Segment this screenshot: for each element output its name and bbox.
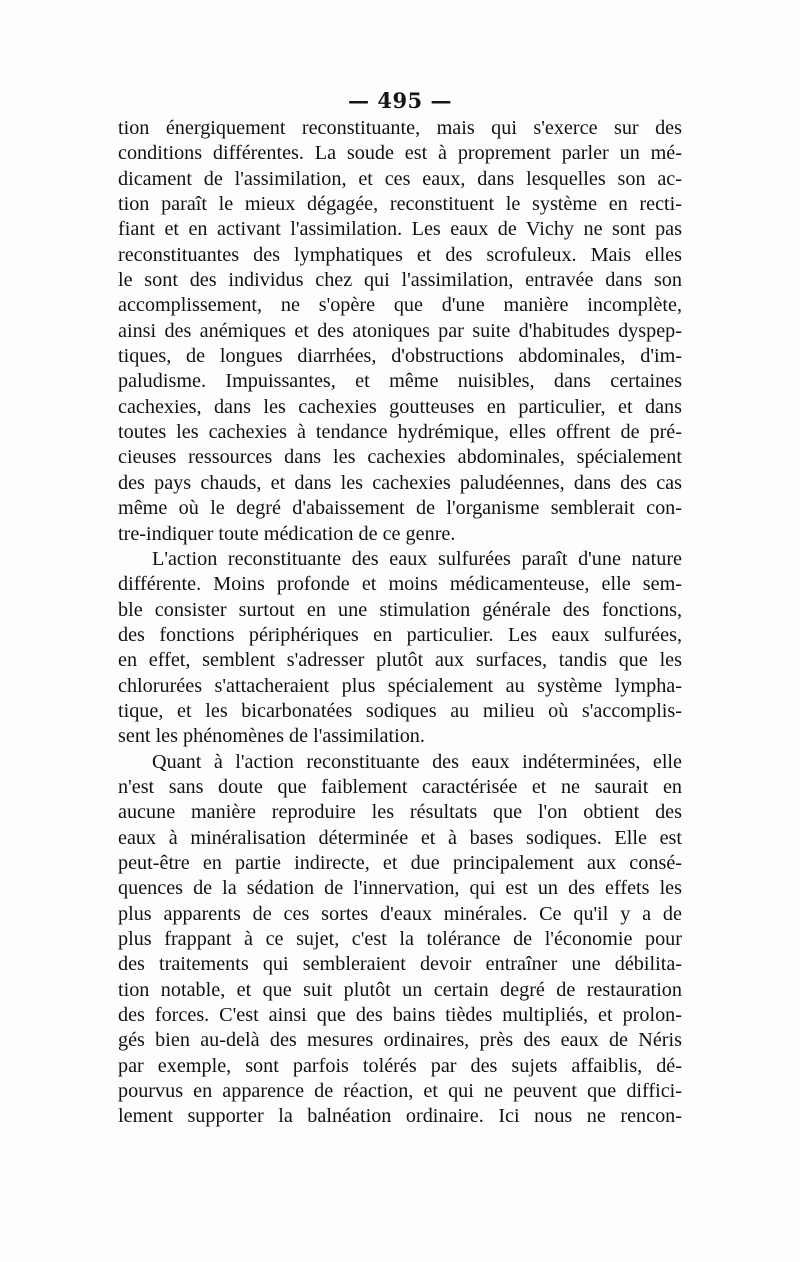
text-line: même où le degré d'abaissement de l'organisme semblerait con-: [118, 497, 682, 520]
page-number-header: — 495 —: [348, 88, 452, 113]
text-line: en effet, semblent s'adresser plutôt aux surfaces, tandis que les: [118, 649, 682, 672]
text-line: des pays chauds, et dans les cachexies paludéennes, dans des cas: [118, 471, 682, 494]
text-line: tion énergiquement reconstituante, mais qui s'exerce sur des: [118, 117, 682, 139]
text-line: ble consister surtout en une stimulation générale des fonctions,: [118, 598, 682, 621]
text-line: le sont des individus chez qui l'assimilation, entravée dans son: [118, 269, 682, 292]
text-line: ainsi des anémiques et des atoniques par suite d'habitudes dyspep-: [118, 319, 682, 342]
text-line: L'action reconstituante des eaux sulfurées paraît d'une nature: [152, 547, 682, 570]
text-line: reconstituantes des lymphatiques et des scrofuleux. Mais elles: [118, 243, 682, 266]
text-line: des fonctions périphériques en particulier. Les eaux sulfurées,: [118, 623, 682, 646]
text-line: plus apparents de ces sortes d'eaux minérales. Ce qu'il y a de: [118, 902, 682, 925]
text-line: chlorurées s'attacheraient plus spécialement au système lympha-: [118, 674, 682, 697]
text-line: fiant et en activant l'assimilation. Les eaux de Vichy ne sont pas: [118, 218, 682, 241]
text-line: eaux à minéralisation déterminée et à bases sodiques. Elle est: [118, 826, 682, 849]
text-line: aucune manière reproduire les résultats que l'on obtient des: [118, 801, 682, 824]
text-line: différente. Moins profonde et moins médicamenteuse, elle sem-: [118, 573, 682, 596]
text-line: n'est sans doute que faiblement caractérisée et ne saurait en: [118, 775, 682, 798]
text-line: tion paraît le mieux dégagée, reconstituent le système en recti-: [118, 193, 682, 216]
text-line: tique, et les bicarbonatées sodiques au milieu où s'accomplis-: [118, 699, 682, 722]
text-line: quences de la sédation de l'innervation, qui est un des effets les: [118, 877, 682, 900]
text-line: des forces. C'est ainsi que des bains tièdes multipliés, et prolon-: [118, 1004, 682, 1027]
body-text: [118, 116, 682, 1130]
text-line: lement supporter la balnéation ordinaire. Ici nous ne rencon-: [118, 1105, 682, 1128]
text-line: peut-être en partie indirecte, et due principalement aux consé-: [118, 851, 682, 874]
text-line: Quant à l'action reconstituante des eaux indéterminées, elle: [152, 750, 682, 773]
text-line: sent les phénomènes de l'assimilation.: [118, 725, 425, 748]
text-line: par exemple, sont parfois tolérés par des sujets affaiblis, dé-: [118, 1054, 682, 1077]
text-line: tre-indiquer toute médication de ce genre.: [118, 522, 456, 545]
text-line: des traitements qui sembleraient devoir entraîner une débilita-: [118, 953, 682, 976]
text-line: dicament de l'assimilation, et ces eaux, dans lesquelles son ac-: [118, 167, 682, 190]
text-line: tiques, de longues diarrhées, d'obstructions abdominales, d'im-: [118, 345, 682, 368]
text-line: tion notable, et que suit plutôt un certain degré de restauration: [118, 978, 682, 1001]
text-line: plus frappant à ce sujet, c'est la tolérance de l'économie pour: [118, 928, 682, 950]
text-line: cieuses ressources dans les cachexies abdominales, spécialement: [118, 446, 682, 469]
text-line: conditions différentes. La soude est à proprement parler un mé-: [118, 142, 682, 165]
text-line: paludisme. Impuissantes, et même nuisibles, dans certaines: [118, 370, 682, 393]
text-line: accomplissement, ne s'opère que d'une manière incomplète,: [118, 294, 682, 317]
text-line: pourvus en apparence de réaction, et qui ne peuvent que diffici-: [118, 1080, 682, 1103]
text-line: gés bien au-delà des mesures ordinaires, près des eaux de Néris: [118, 1029, 682, 1052]
text-line: cachexies, dans les cachexies goutteuses en particulier, et dans: [118, 395, 682, 418]
text-line: toutes les cachexies à tendance hydrémique, elles offrent de pré-: [118, 421, 682, 444]
